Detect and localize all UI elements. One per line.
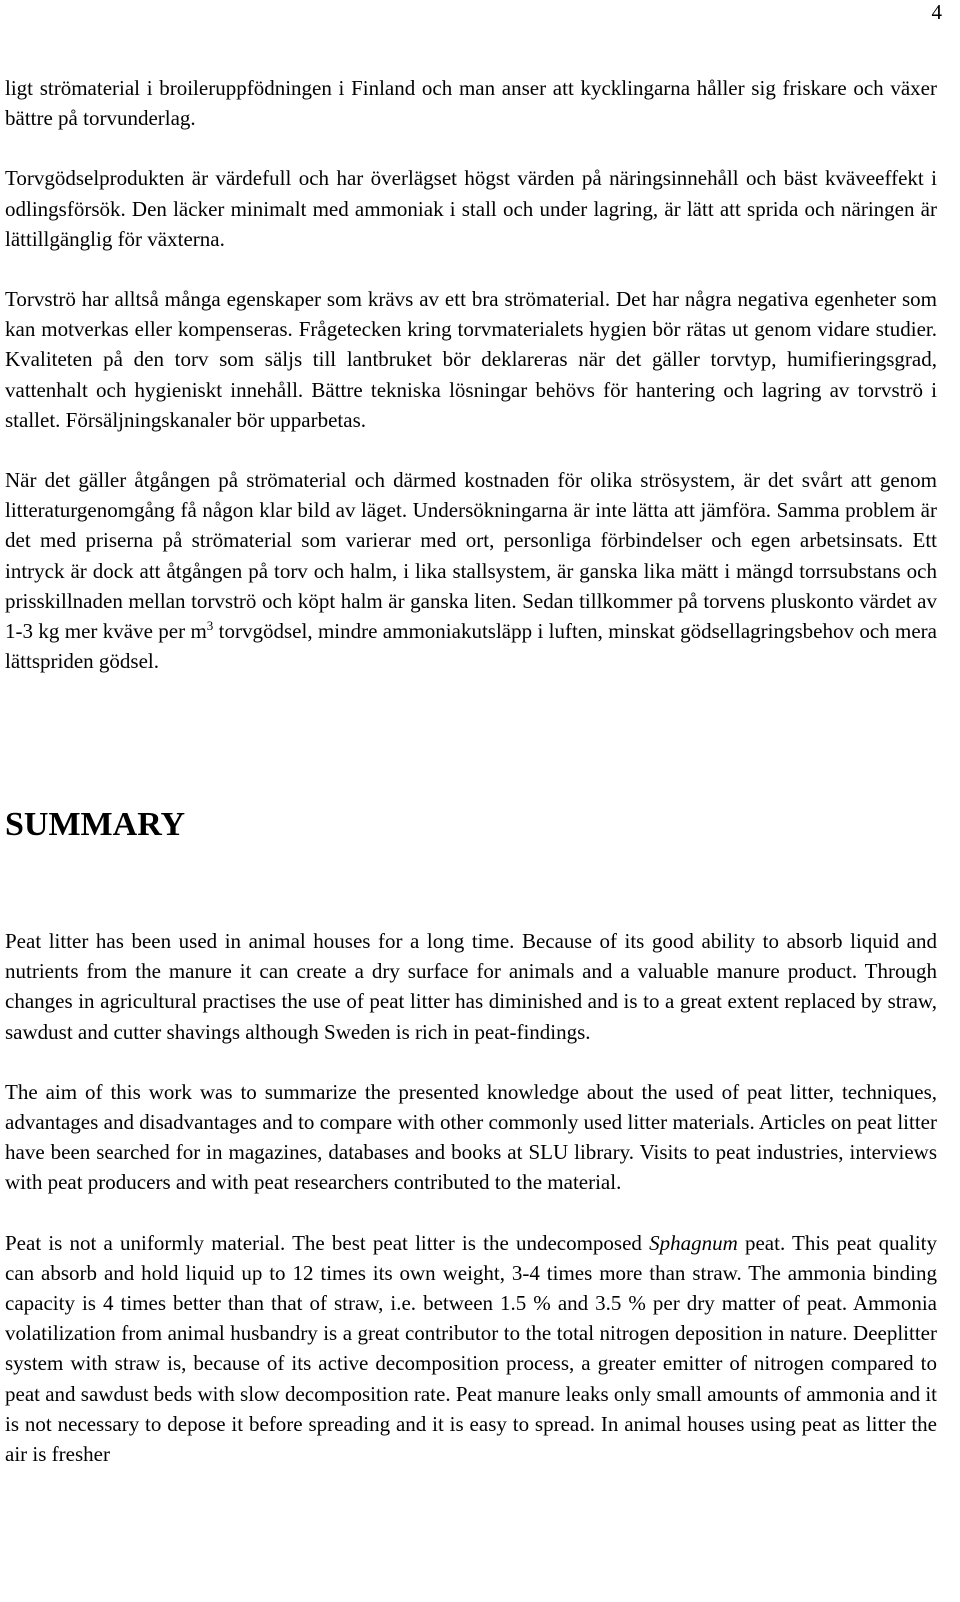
italic-sphagnum: Sphagnum (649, 1230, 738, 1255)
swedish-section (5, 73, 937, 676)
paragraph-summary-3-text-end: peat. This peat quality can absorb and hold liquid up to 12 times its own weight, 3-4 times more than straw. The ammonia binding capacity is 4 times better than that of straw, i.e. between 1.5 % and 3.5 % per dry matter of peat. Ammonia volatilization from animal husbandry is a great contributor to the total nitrogen deposition in nature. Deeplitter system with straw is, because of its active decomposition process, a greater emitter of nitrogen compared to peat and sawdust beds with slow decomposition rate. Peat manure leaks only small amounts of ammonia and it is not necessary to depose it before spreading and it is easy to spread. In animal houses using peat as litter the air is fresher (5, 1230, 937, 1467)
superscript-three: 3 (206, 618, 214, 634)
summary-section (5, 926, 937, 1469)
page-number: 4 (931, 0, 942, 24)
paragraph-swedish-4-text-end: torvgödsel, mindre ammoniakutsläpp i luften, minskat gödsellagringsbehov och mera lättspriden gödsel. (5, 619, 937, 674)
paragraph-swedish-4 (5, 465, 937, 676)
paragraph-swedish-3: Torvströ har alltså många egenskaper som krävs av ett bra strömaterial. Det har några negativa egenheter som kan motverkas eller kompenseras. Frågetecken kring torvmaterialets hygien bör rätas ut genom vidare studier. Kvaliteten på den torv som säljs till lantbruket bör deklareras när det gäller torvtyp, humifieringsgrad, vattenhalt och hygieniskt innehåll. Bättre tekniska lösningar behövs för hantering och lagring av torvströ i stallet. Försäljningskanaler bör upparbetas. (5, 287, 937, 432)
paragraph-swedish-4-text: När det gäller åtgången på strömaterial och därmed kostnaden för olika strösystem, är det svårt att genom litteraturgenomgång få någon klar bild av läget. Undersökningarna är inte lätta att jämföra. Samma problem är det med priserna på strömaterial som varierar med ort, personliga förbindelser och egen arbetsinsats. Ett intryck är dock att åtgången på torv och halm, i lika stallsystem, är ganska lika mätt i mängd torrsubstans och prisskillnaden mellan torvströ och köpt halm är ganska liten. Sedan tillkommer på torvens pluskonto värdet av 1-3 kg mer kväve per m (5, 468, 937, 644)
summary-heading: SUMMARY (5, 806, 186, 843)
paragraph-summary-3 (5, 1228, 937, 1470)
paragraph-summary-3-text: Peat is not a uniformly material. The best peat litter is the undecomposed (5, 1230, 650, 1255)
paragraph-swedish-2: Torvgödselprodukten är värdefull och har överlägset högst värden på näringsinnehåll och bäst kväveeffekt i odlingsförsök. Den läcker minimalt med ammoniak i stall och under lagring, är lätt att sprida och näringen är lättillgänglig för växterna. (5, 166, 937, 251)
paragraph-swedish-1: ligt strömaterial i broileruppfödningen i Finland och man anser att kycklingarna håller sig friskare och växer bättre på torvunderlag. (5, 76, 937, 131)
paragraph-summary-2: The aim of this work was to summarize the presented knowledge about the used of peat litter, techniques, advantages and disadvantages and to compare with other commonly used litter materials. Articles on peat litter have been searched for in magazines, databases and books at SLU library. Visits to peat industries, interviews with peat producers and with peat researchers contributed to the material. (5, 1079, 937, 1195)
paragraph-summary-1: Peat litter has been used in animal houses for a long time. Because of its good ability to absorb liquid and nutrients from the manure it can create a dry surface for animals and a valuable manure product. Through changes in agricultural practises the use of peat litter has diminished and is to a great extent replaced by straw, sawdust and cutter shavings although Sweden is rich in peat-findings. (5, 929, 937, 1044)
